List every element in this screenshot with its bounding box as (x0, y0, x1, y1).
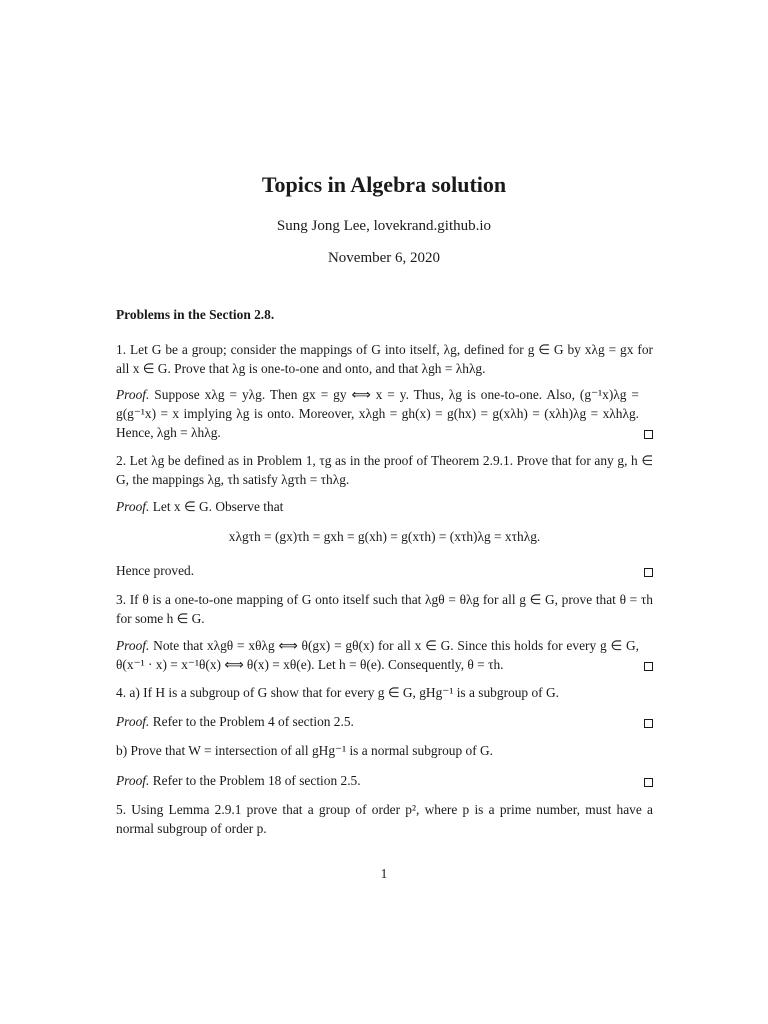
proof-text: Note that xλgθ = xθλg ⟺ θ(gx) = gθ(x) for all x ∈ G. Since this holds for every g ∈ G, θ(x⁻¹ · x) = x⁻¹θ(x) ⟺ θ(x) = xθ(e). Let h = θ(e). Consequently, θ = τh. (116, 638, 639, 672)
proof-text: Suppose xλg = yλg. Then gx = gy ⟺ x = y. Thus, λg is one-to-one. Also, (g⁻¹x)λg = g(g⁻¹x) = x implying λg is onto. Moreover, xλgh = gh(x) = g(hx) = g(xλh) = (xλh)λg = xλhλg. Hence, λgh = λhλg. (116, 387, 639, 440)
problem-1-proof (116, 385, 653, 442)
problem-2-conclusion (116, 561, 653, 580)
page-number: 1 (380, 866, 388, 881)
proof-label: Proof. (116, 499, 150, 514)
problem-3-proof (116, 636, 653, 674)
qed-icon (644, 568, 653, 577)
problem-1-statement: 1. Let G be a group; consider the mappings of G into itself, λg, defined for g ∈ G by xλg = gx for all x ∈ G. Prove that λg is one-to-one and onto, and that λgh = λhλg. (116, 342, 653, 376)
proof-label: Proof. (116, 387, 150, 402)
proof-text: Refer to the Problem 18 of section 2.5. (149, 773, 361, 788)
proof-text: Let x ∈ G. Observe that (149, 499, 284, 514)
proof-label: Proof. (116, 714, 150, 729)
problem-4a-statement: 4. a) If H is a subgroup of G show that for every g ∈ G, gHg⁻¹ is a subgroup of G. (116, 685, 559, 700)
qed-icon (644, 430, 653, 439)
proof-label: Proof. (116, 773, 150, 788)
problem-4a-proof (116, 712, 653, 731)
section-heading: Problems in the Section 2.8. (116, 307, 275, 322)
proof-text: Refer to the Problem 4 of section 2.5. (149, 714, 354, 729)
problem-2-equation: xλgτh = (gx)τh = gxh = g(xh) = g(xτh) = (xτh)λg = xτhλg. (228, 529, 541, 544)
qed-icon (644, 778, 653, 787)
problem-2-statement: 2. Let λg be defined as in Problem 1, τg as in the proof of Theorem 2.9.1. Prove that for any g, h ∈ G, the mappings λg, τh satisfy λgτh = τhλg. (116, 453, 653, 487)
proof-label: Proof. (116, 638, 150, 653)
problem-2-proof (116, 497, 653, 516)
problem-5-statement: 5. Using Lemma 2.9.1 prove that a group of order p², where p is a prime number, must have a normal subgroup of order p. (116, 802, 653, 836)
conclusion-text: Hence proved. (116, 563, 195, 578)
problem-4b-statement: b) Prove that W = intersection of all gHg⁻¹ is a normal subgroup of G. (116, 743, 494, 758)
document-title: Topics in Algebra solution (261, 172, 507, 197)
problem-3-statement: 3. If θ is a one-to-one mapping of G onto itself such that λgθ = θλg for all g ∈ G, prove that θ = τh for some h ∈ G. (116, 592, 653, 626)
problem-4b-proof (116, 771, 653, 790)
qed-icon (644, 719, 653, 728)
qed-icon (644, 662, 653, 671)
document-author: Sung Jong Lee, lovekrand.github.io (276, 218, 492, 234)
document-date: November 6, 2020 (327, 250, 441, 266)
